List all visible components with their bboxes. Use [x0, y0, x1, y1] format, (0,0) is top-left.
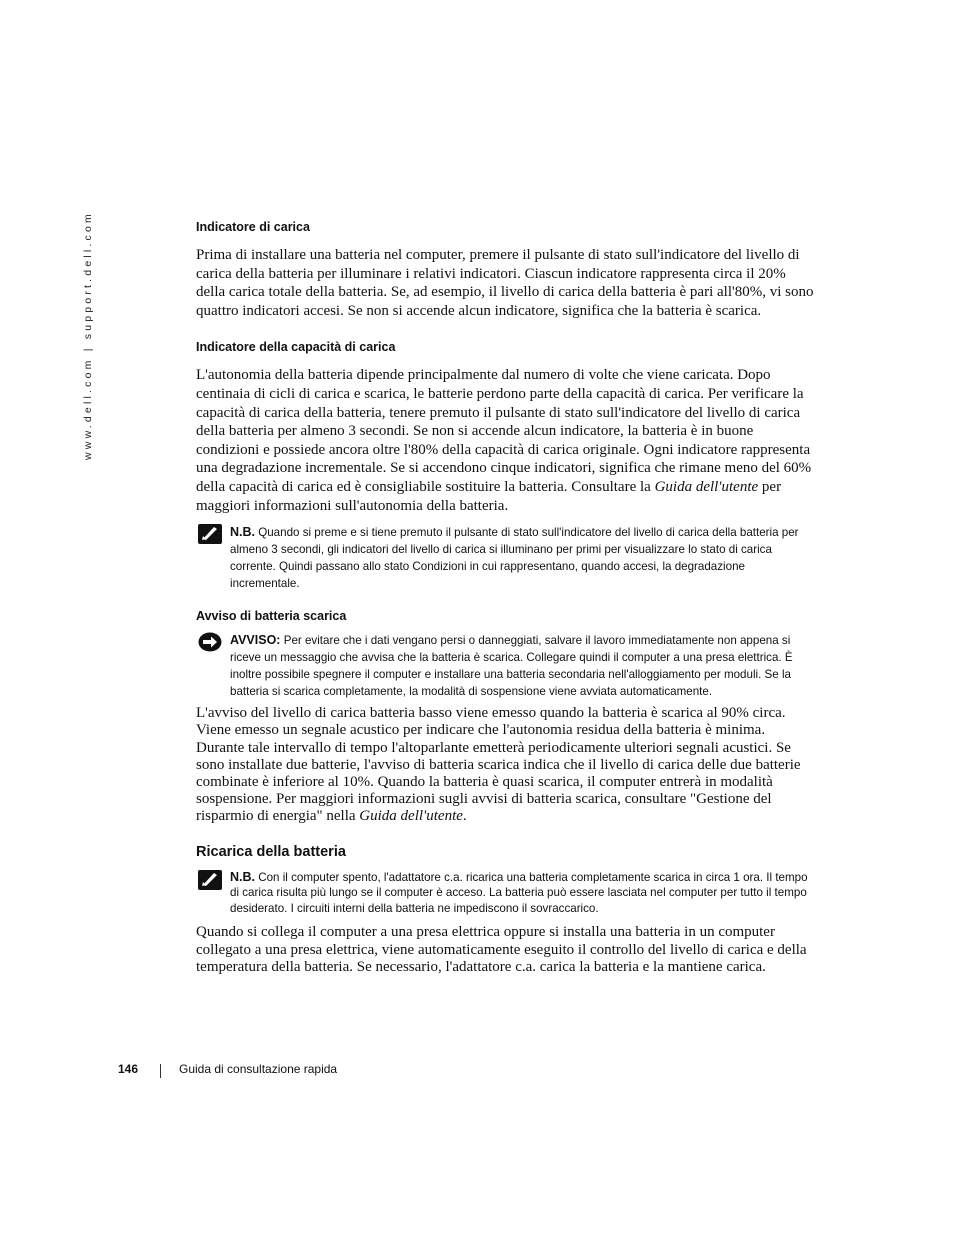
notice-label: AVVISO:: [230, 633, 281, 648]
note-text: Quando si preme e si tiene premuto il pulsante di stato sull'indicatore del livello di carica della batteria per almeno 3 secondi, gli indicatori del livello di carica si illuminano per primi per visualizzare lo stato di carica corrente. Quindi passano allo stato Condizioni in cui rappresentano, quando accesi, la degradazione incrementale.: [230, 526, 799, 591]
paragraph-capacita-text-b: per maggiori informazioni sull'autonomia della batteria.: [196, 478, 782, 514]
paragraph-capacita-carica: [196, 366, 816, 515]
paragraph-capacita-text-a: L'autonomia della batteria dipende principalmente dal numero di volte che viene caricata. Dopo centinaia di cicli di carica e scarica, le batterie perdono parte della capacità di carica. Per verificare la capacità di carica della batteria, tenere premuto il pulsante di stato sull'indicatore del livello di carica della batteria per almeno 3 secondi. Se non si accende alcun indicatore, la batteria è in buone condizioni e possiede ancora oltre l'80% della capacità di carica originale. Ogni indicatore rappresenta una degradazione incrementale. Se si accendono cinque indicatori, significa che rimane meno del 60% della capacità di carica ed è consigliabile sostituire la batteria. Consultare la: [196, 367, 812, 495]
page-content: [196, 220, 816, 977]
heading-avviso-batteria: Avviso di batteria scarica: [196, 609, 347, 624]
page-footer: [118, 1062, 338, 1076]
paragraph-avviso-batteria: [196, 705, 816, 825]
heading-ricarica-batteria: Ricarica della batteria: [196, 843, 346, 860]
note-ricarica: [196, 870, 816, 917]
footer-divider: [160, 1064, 161, 1078]
notice-batteria: [196, 632, 816, 700]
page-number: 146: [118, 1062, 139, 1076]
pencil-note-icon: [198, 870, 222, 890]
note-capacita: [196, 524, 816, 592]
pencil-note-icon: [198, 524, 222, 544]
footer-title: Guida di consultazione rapida: [179, 1062, 338, 1076]
paragraph-avviso-text-a: L'avviso del livello di carica batteria basso viene emesso quando la batteria è scarica al 90% circa. Viene emesso un segnale acustico per indicare che l'autonomia residua della batteria è minima. Durante tale intervallo di tempo l'altoparlante emetterà periodicamente ulteriori segnali acustici. Se sono installate due batterie, l'avviso di batteria scarica indica che il livello di carica delle due batterie combinate è inferiore al 10%. Quando la batteria è quasi scarica, il computer entrerà in modalità sospensione. Per maggiori informazioni sugli avvisi di batteria scarica, consultare "Gestione del risparmio di energia" nella: [196, 705, 801, 825]
arrow-notice-icon: [198, 632, 222, 652]
note-label: N.B.: [230, 869, 255, 884]
note-text: Con il computer spento, l'adattatore c.a. ricarica una batteria completamente scarica in circa 1 ora. Il tempo di carica risulta più lungo se il computer è acceso. La batteria può essere lasciata nel computer per tutto il tempo desiderato. I circuiti interni della batteria ne impediscono il sovraccarico.: [230, 870, 808, 916]
note-label: N.B.: [230, 525, 255, 540]
guida-reference: Guida dell'utente: [654, 478, 759, 495]
paragraph-indicatore-carica: Prima di installare una batteria nel computer, premere il pulsante di stato sull'indicatore del livello di carica della batteria per illuminare i relativi indicatori. Ciascun indicatore rappresenta circa il 20% della carica totale della batteria. Se, ad esempio, il livello di carica della batteria è pari all'80%, vi sono quattro indicatori accesi. Se non si accende alcun indicatore, significa che la batteria è scarica.: [196, 247, 814, 319]
paragraph-avviso-text-b: .: [462, 808, 467, 825]
heading-capacita-carica: Indicatore della capacità di carica: [196, 340, 396, 355]
notice-text: Per evitare che i dati vengano persi o danneggiati, salvare il lavoro immediatamente non appena si riceve un messaggio che avvisa che la batteria è scarica. Collegare quindi il computer a una presa elettrica. È inoltre possibile spegnere il computer e installare una batteria secondaria nell'alloggiamento per moduli. Se la batteria si scarica completamente, la modalità di sospensione viene avviata automaticamente.: [230, 634, 793, 699]
heading-indicatore-carica: Indicatore di carica: [196, 220, 310, 234]
guida-reference: Guida dell'utente: [359, 808, 463, 825]
side-url: www.dell.com | support.dell.com: [82, 211, 94, 460]
paragraph-ricarica: Quando si collega il computer a una presa elettrica oppure si installa una batteria in un computer collegato a una presa elettrica, viene automaticamente eseguito il controllo del livello di carica e della temperatura della batteria. Se necessario, l'adattatore c.a. carica la batteria e la mantiene carica.: [196, 923, 807, 976]
